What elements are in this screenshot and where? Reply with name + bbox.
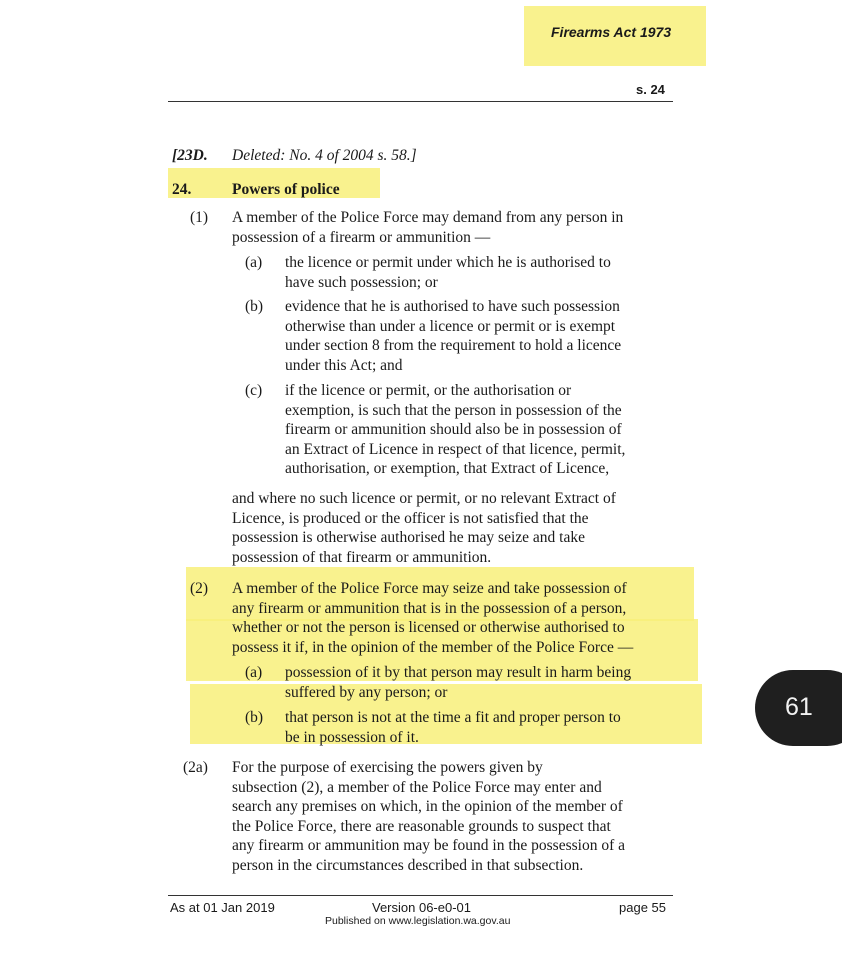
subsection-1-para-a-text [285,253,611,292]
text-line: under section 8 from the requirement to hold a licence [285,337,622,354]
footer-as-at: As at 01 Jan 2019 [170,900,275,915]
text-line: be in possession of it. [285,728,419,746]
text-line: under this Act; and [285,356,403,374]
text-line: search any premises on which, in the opinion of the member of [232,798,623,815]
text-line: possession of a firearm or ammunition — [232,228,491,246]
text-line: firearm or ammunition should also be in possession of [285,421,622,438]
text-line: whether or not the person is licensed or otherwise authorised to [232,619,625,636]
text-line: the licence or permit under which he is authorised to [285,254,611,271]
header-rule [168,101,673,102]
subsection-1-text [232,208,623,247]
text-line: A member of the Police Force may seize and take possession of [232,580,627,597]
subsection-2-para-a-label: (a) [245,664,263,681]
subsection-2-para-b-text [285,708,621,747]
subsection-1-para-c-text [285,381,625,479]
text-line: the Police Force, there are reasonable grounds to suspect that [232,817,611,835]
subsection-2-number: (2) [190,580,209,597]
subsection-2a-number: (2a) [183,759,208,776]
text-line: any firearm or ammunition that is in the possession of a person, [232,599,627,617]
text-line: Licence, is produced or the officer is not satisfied that the [232,509,589,527]
text-line: authorisation, or exemption, that Extract of Licence, [285,460,610,477]
footer-page-number: page 55 [619,900,666,915]
section-heading: Powers of police [232,181,340,198]
text-line: and where no such licence or permit, or no relevant Extract of [232,490,616,507]
subsection-2-para-b-label: (b) [245,709,264,726]
text-line: For the purpose of exercising the powers given by [232,759,543,776]
page-indicator-number: 61 [785,693,813,721]
text-line: have such possession; or [285,273,438,291]
subsection-2a-text [232,758,625,875]
deleted-section-text: Deleted: No. 4 of 2004 s. 58.] [232,147,417,164]
subsection-1-number: (1) [190,209,209,226]
text-line: person in the circumstances described in that subsection. [232,856,584,874]
text-line: possess it if, in the opinion of the member of the Police Force — [232,638,634,656]
text-line: A member of the Police Force may demand from any person in [232,209,624,226]
text-line: any firearm or ammunition may be found in the possession of a [232,837,626,854]
subsection-1-tail-text [232,489,616,567]
section-reference: s. 24 [636,82,665,97]
subsection-1-para-b-label: (b) [245,298,264,315]
text-line: subsection (2), a member of the Police Force may enter and [232,778,602,796]
subsection-2-text [232,579,633,657]
subsection-1-para-c-label: (c) [245,382,263,399]
text-line: evidence that he is authorised to have such possession [285,298,620,315]
text-line: possession of it by that person may result in harm being [285,664,632,681]
text-line: if the licence or permit, or the authorisation or [285,382,572,399]
text-line: that person is not at the time a fit and proper person to [285,709,621,726]
text-line: otherwise than under a licence or permit or is exempt [285,317,616,335]
act-title: Firearms Act 1973 [551,24,672,40]
text-line: suffered by any person; or [285,683,448,701]
text-line: an Extract of Licence in respect of that licence, permit, [285,440,626,458]
page-indicator-badge [755,670,842,746]
footer-version: Version 06-e0-01 [372,900,472,915]
subsection-1-para-a-label: (a) [245,254,263,271]
deleted-section-number: [23D. [172,147,208,164]
text-line: possession of that firearm or ammunition. [232,548,492,566]
subsection-2-para-a-text [285,663,631,702]
section-number: 24. [172,181,192,198]
subsection-1-para-b-text [285,297,621,375]
footer-published: Published on www.legislation.wa.gov.au [325,915,511,927]
footer-rule [168,895,673,896]
text-line: exemption, is such that the person in possession of the [285,401,622,419]
text-line: possession is otherwise authorised he may seize and take [232,529,585,546]
